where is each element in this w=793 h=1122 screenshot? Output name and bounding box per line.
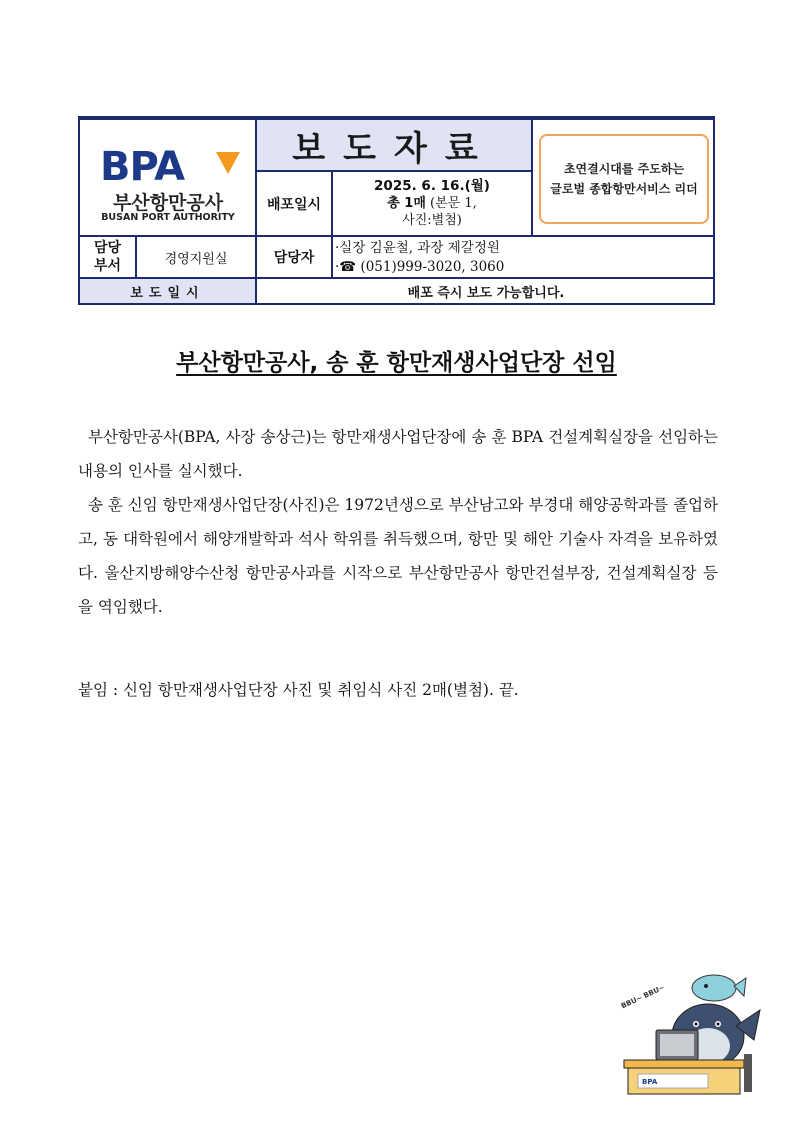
manager-phone: ·☎ (051)999-3020, 3060: [335, 259, 505, 275]
logo-english-name: BUSAN PORT AUTHORITY: [101, 212, 235, 223]
department-label-line-2: 부서: [93, 258, 122, 274]
page-count-total: 총 1매: [387, 196, 426, 211]
manager-names: ·실장 김윤철, 과장 제갈정원: [335, 240, 500, 256]
logo-triangle-icon: [216, 152, 240, 174]
headline: [0, 344, 793, 377]
release-time-label: 보도일시: [80, 278, 256, 303]
manager-info: [332, 236, 715, 278]
slogan-line-1: 초연결시대를 주도하는: [563, 162, 685, 176]
slogan-box: [539, 134, 709, 224]
department-value: 경영지원실: [136, 236, 256, 278]
logo-brand: BPA: [100, 144, 185, 190]
department-label-line-1: 담당: [93, 240, 122, 256]
paragraph-1: 부산항만공사(BPA, 사장 송상근)는 항만재생사업단장에 송 훈 BPA 건설계획실장을 선임하는 내용의 인사를 실시했다.: [78, 428, 718, 480]
manager-phone-number: (051)999-3020, 3060: [360, 259, 505, 275]
mascot-illustration-icon: [616, 966, 766, 1096]
bpa-logo: [98, 144, 238, 224]
slogan-cell: [532, 120, 715, 236]
headline-text: 부산항만공사, 송 훈 항만재생사업단장 선임: [176, 350, 617, 376]
mascot-laptop-label: BPA: [642, 1078, 658, 1086]
mascot-speech: BBU~ BBU~: [620, 983, 666, 1011]
phone-icon: ☎: [339, 259, 357, 275]
press-release-title: 보도자료: [256, 120, 532, 171]
logo-cell: [80, 120, 256, 236]
paragraph-2: 송 훈 신임 항만재생사업단장(사진)은 1972년생으로 부산남고와 부경대 해양공학과를 졸업하고, 동 대학원에서 해양개발학과 석사 학위를 취득했으며, 항만 및 해안 기술사 자격을 보유하였다. 울산지방해양수산청 항만공사과를 시작으로 부산항만공사 항만건설부장, 건설계획실장 등을 역임했다.: [78, 496, 718, 616]
logo-korean-name: 부산항만공사: [112, 192, 224, 214]
page-count-detail: (본문 1,: [430, 196, 477, 211]
press-release-header-table: [78, 116, 715, 305]
distribution-label: 배포일시: [256, 171, 332, 236]
department-label: [80, 236, 136, 278]
distribution-info: [332, 171, 532, 236]
page-count: [387, 195, 477, 212]
attachment-note: 붙임 : 신임 항만재생사업단장 사진 및 취임식 사진 2매(별첨). 끝.: [78, 681, 519, 699]
distribution-date: 2025. 6. 16.(월): [374, 178, 490, 194]
article-body: [78, 420, 718, 624]
manager-label: 담당자: [256, 236, 332, 278]
release-time-value: 배포 즉시 보도 가능합니다.: [256, 278, 715, 303]
page-count-detail-2: 사진:별첨): [402, 213, 462, 228]
slogan-line-2: 글로벌 종합항만서비스 리더: [550, 182, 698, 196]
